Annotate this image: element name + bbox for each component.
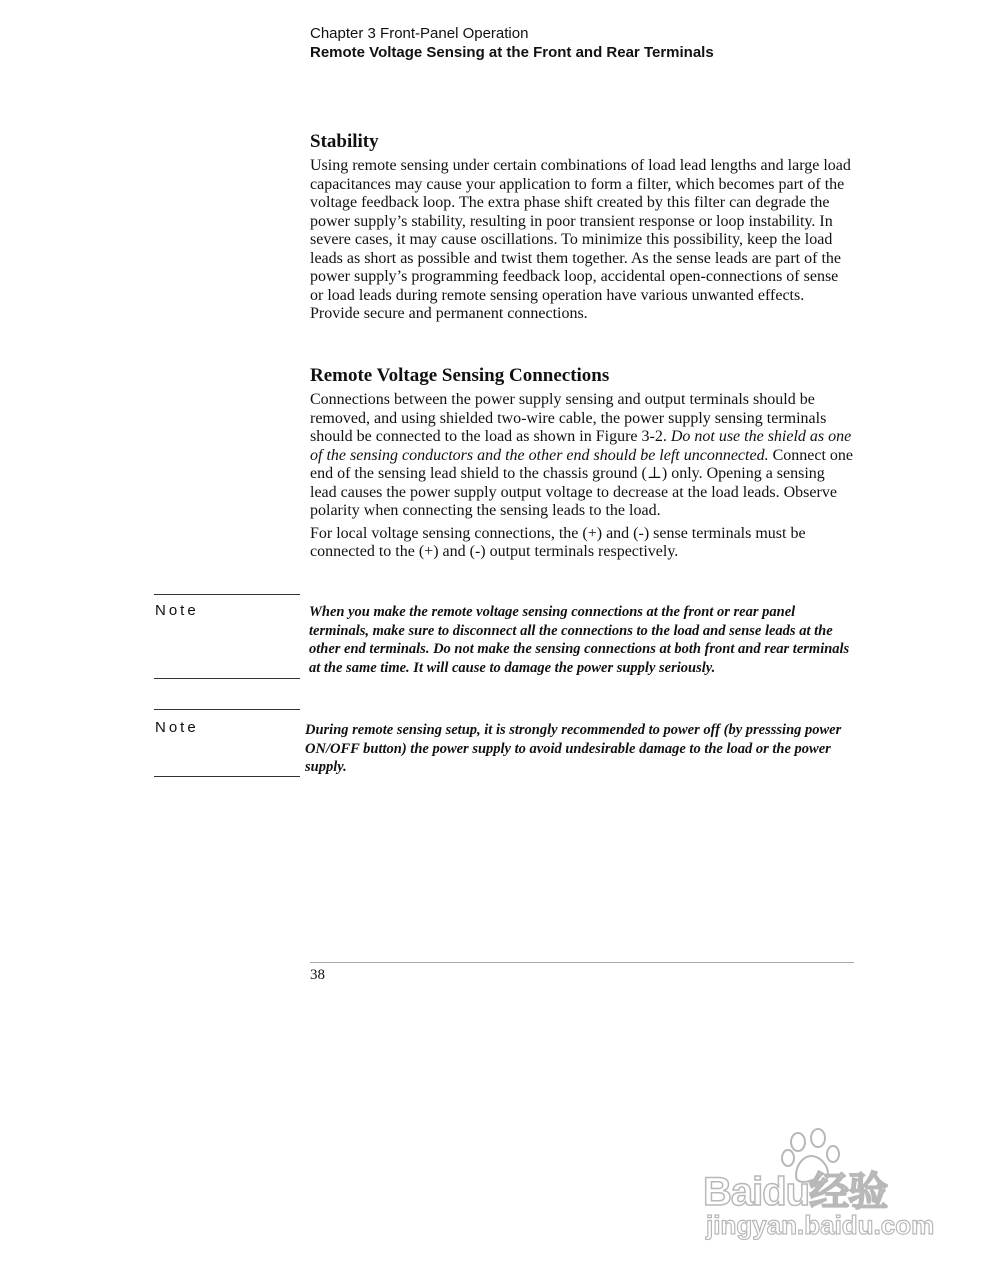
- note-1-text: When you make the remote voltage sensing connections at the front or rear panel terminals, make sure to disconnect all the connections to the load and sense leads at the other end terminals. Do not make the sensing connections at both front and rear terminals at the same time. It will cause to damage the power supply seriously.: [309, 604, 850, 676]
- running-header: [310, 24, 870, 62]
- note-2-top-rule: [154, 709, 300, 710]
- watermark-brand: Baidu经验: [703, 1170, 888, 1214]
- section-title: Remote Voltage Sensing at the Front and Rear Terminals: [310, 44, 714, 61]
- connections-heading: Remote Voltage Sensing Connections: [310, 365, 610, 386]
- connections-section: [310, 365, 855, 562]
- stability-heading: Stability: [310, 131, 379, 152]
- page-number: 38: [310, 967, 325, 983]
- stability-body: Using remote sensing under certain combinations of load lead lengths and large load capacitances may cause your application to form a filter, which becomes part of the voltage feedback loop. The extra phase shift created by this filter can degrade the power supply’s stability, resulting in poor transient response or loop instability. In severe cases, it may cause oscillations. To minimize this possibility, keep the load leads as short as possible and twist them together. As the sense leads are part of the power supply’s programming feedback loop, accidental open-connections of sense or load leads during remote sensing operation have various unwanted effects. Provide secure and permanent connections.: [310, 157, 851, 322]
- watermark-url: jingyan.baidu.com: [706, 1210, 935, 1240]
- connections-paragraph-2: For local voltage sensing connections, the (+) and (-) sense terminals must be connected to the (+) and (-) output terminals respectively.: [310, 524, 806, 560]
- stability-section: [310, 131, 855, 324]
- note-1-label: Note: [155, 602, 199, 619]
- note-2-text: During remote sensing setup, it is strongly recommended to power off (by presssing power ON/OFF button) the power supply to avoid undesirable damage to the load or the power supply.: [305, 722, 842, 775]
- footer-rule: [310, 962, 854, 963]
- connections-p1-text-a: Connections between the power supply sensing and output terminals should be removed, and using shielded two-wire cable, the power supply sensing terminals should be connected to the load as shown in Figure 3-2.: [310, 391, 827, 445]
- connections-paragraph-1: [310, 391, 855, 521]
- chapter-title: Chapter 3 Front-Panel Operation: [310, 25, 529, 42]
- note-1-top-rule: [154, 594, 300, 595]
- note-2-label: Note: [155, 719, 199, 736]
- connections-p1-italic: Do not use the shield as one of the sensing conductors and the other end should be left unconnected.: [310, 428, 852, 464]
- note-2-bottom-rule: [154, 776, 300, 777]
- connections-p1-text-b: Connect one end of the sensing lead shield to the chassis ground (⊥) only. Opening a sensing lead causes the power supply output voltage to decrease at the load leads. Observe polarity when connecting the sensing leads to the load.: [310, 446, 853, 519]
- note-1-bottom-rule: [154, 678, 300, 679]
